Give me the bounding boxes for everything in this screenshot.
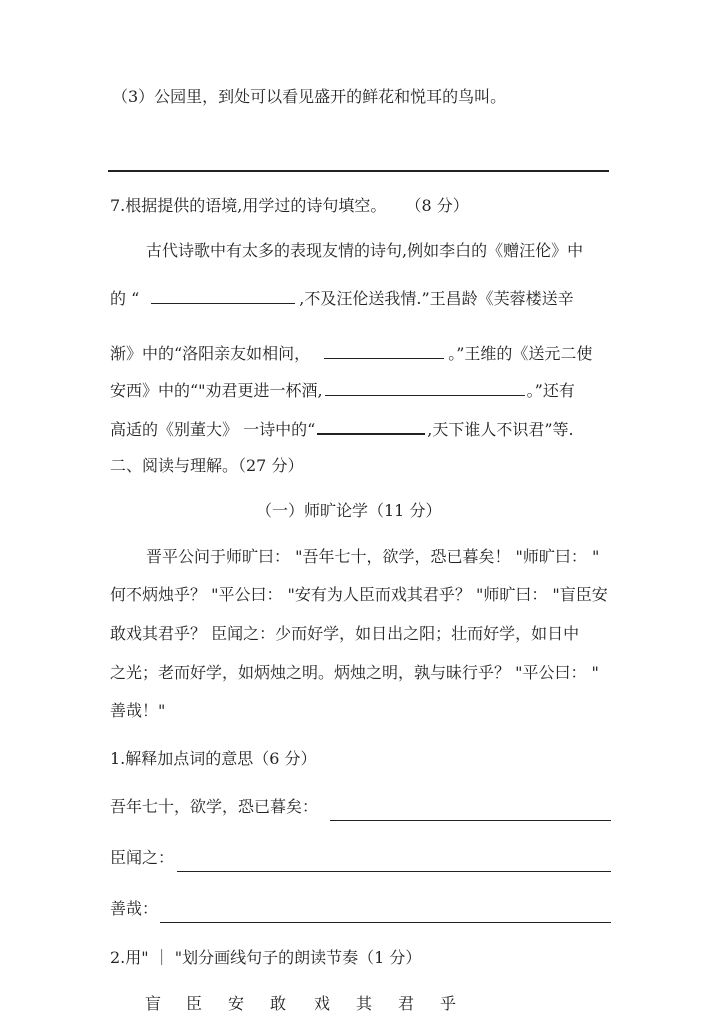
q7-score: （8 分） — [405, 196, 469, 215]
q1-title: 1.解释加点词的意思（6 分） — [110, 749, 317, 768]
q7-line-2 — [110, 288, 574, 307]
q7-line-4a: 安西》中的“"劝君更进一杯酒, — [110, 381, 323, 400]
passage-line-2: 何不炳烛乎？ "平公曰： "安有为人臣而戏其君乎？ "师旷曰： "盲臣安 — [110, 585, 608, 604]
q7-title — [110, 198, 469, 214]
q1-item-b: 臣闻之： — [110, 848, 175, 867]
passage-line-5: 善哉！" — [110, 701, 166, 720]
q7-line-5a: 高适的《别董大》 一诗中的“ — [110, 420, 316, 439]
rhythm-char[interactable]: 臣 — [186, 994, 203, 1013]
blank-zengwanglun[interactable] — [151, 288, 295, 304]
q7-line-4b: 。”还有 — [526, 381, 575, 400]
q7-line-1: 古代诗歌中有太多的表现友情的诗句,例如李白的《赠汪伦》中 — [146, 241, 584, 260]
answer-line-q1-c[interactable] — [160, 922, 611, 923]
answer-line-q6-3[interactable] — [108, 170, 609, 172]
q7-line-5b: ,天下谁人不识君”等. — [427, 420, 574, 439]
q7-line-2a: 的 “ — [110, 289, 140, 308]
blank-songyuaner[interactable] — [325, 380, 525, 396]
rhythm-char[interactable]: 其 — [356, 994, 373, 1013]
passage-line-3: 敢戏其君乎？ 臣闻之：少而好学，如日出之阳；壮而好学，如日中 — [110, 624, 580, 643]
q6-item-3: （3）公园里，到处可以看见盛开的鲜花和悦耳的鸟叫。 — [112, 87, 507, 106]
q2-title: 2.用" ｜ "划分画线句子的朗读节奏（1 分） — [110, 948, 422, 967]
q1-item-c: 善哉： — [110, 899, 159, 918]
q7-line-3 — [110, 343, 592, 362]
q7-title-text: 7.根据提供的语境,用学过的诗句填空。 — [110, 196, 387, 215]
q7-line-4 — [110, 380, 575, 399]
section-2-heading: 二、阅读与理解。（27 分） — [110, 456, 304, 475]
passage-line-4: 之光；老而好学，如炳烛之明。炳烛之明，孰与昧行乎？ "平公曰： " — [110, 663, 599, 682]
rhythm-char[interactable]: 君 — [398, 994, 415, 1013]
rhythm-char[interactable]: 乎 — [440, 994, 457, 1013]
rhythm-char[interactable]: 盲 — [145, 994, 162, 1013]
rhythm-char[interactable]: 敢 — [270, 994, 287, 1013]
answer-line-q1-a[interactable] — [330, 820, 611, 821]
q7-line-3a: 渐》中的“洛阳亲友如相问， — [110, 344, 311, 363]
rhythm-char[interactable]: 戏 — [314, 994, 331, 1013]
blank-furonglou[interactable] — [324, 343, 444, 359]
answer-line-q1-b[interactable] — [177, 871, 611, 872]
q7-line-5 — [110, 418, 574, 438]
blank-biedongda[interactable] — [317, 418, 425, 435]
q1-item-a: 吾年七十，欲学，恐已暮矣： — [110, 797, 319, 816]
passage-title: （一）师旷论学（11 分） — [256, 501, 442, 520]
passage-line-1: 晋平公问于师旷曰： "吾年七十，欲学，恐已暮矣！ "师旷曰： " — [146, 547, 600, 566]
rhythm-char[interactable]: 安 — [228, 994, 245, 1013]
q7-line-2b: ,不及汪伦送我情.”王昌龄《芙蓉楼送辛 — [299, 289, 574, 308]
q7-line-3b: 。”王维的《送元二使 — [448, 344, 593, 363]
